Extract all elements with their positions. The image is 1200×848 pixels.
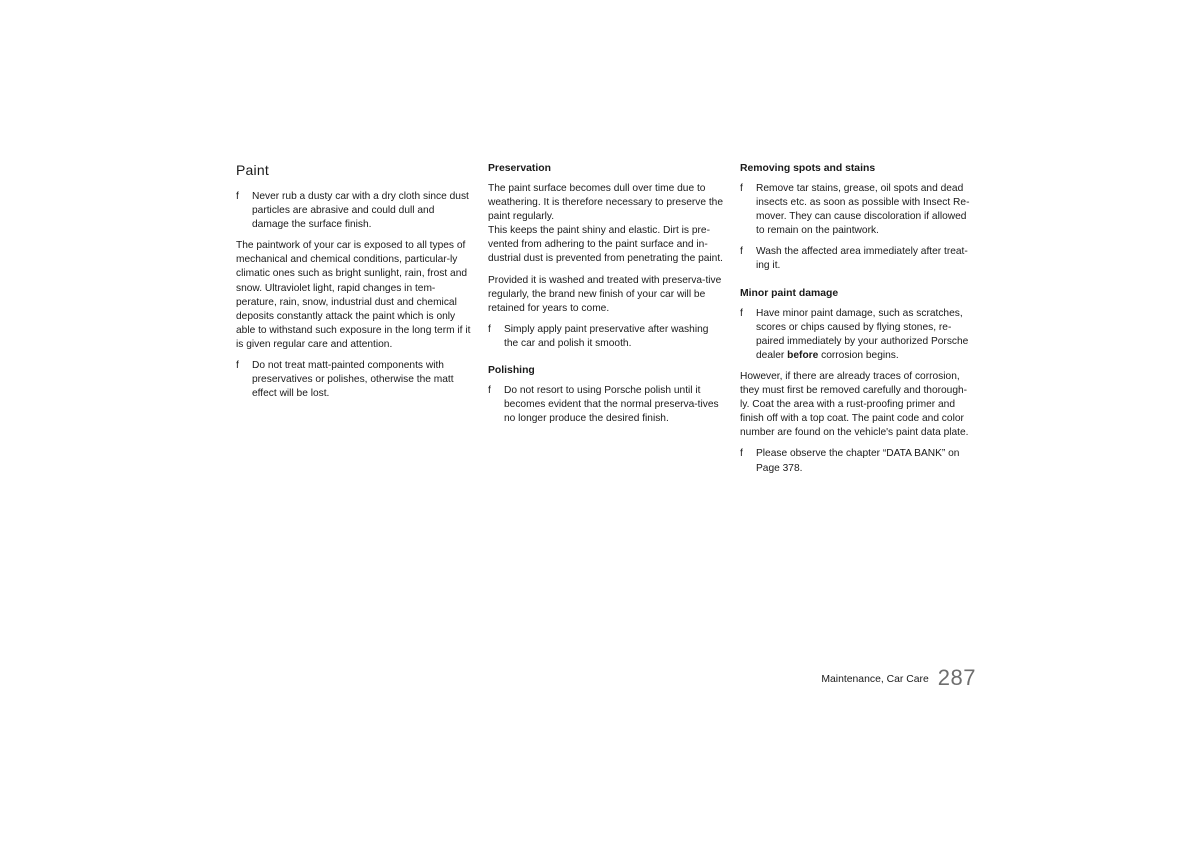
paragraph: However, if there are already traces of corrosion, they must first be removed carefully and thorough-ly. Coat the area with a rust-proofing primer and finish off with a top coat. The paint code and color number are found on the vehicle's paint data plate. xyxy=(740,370,969,439)
list-item xyxy=(488,384,724,426)
bullet-text: Please observe the chapter “DATA BANK” on Page 378. xyxy=(756,448,960,474)
paragraph-text: The paint surface becomes dull over time due to weathering. It is therefore necessary to preserve the paint regularly. xyxy=(488,183,723,223)
bullet-text: Simply apply paint preservative after washing the car and polish it smooth. xyxy=(504,323,709,349)
page-number: 287 xyxy=(937,665,976,690)
paragraph: The paintwork of your car is exposed to all types of mechanical and chemical conditions, particular-ly climatic ones such as bright sunlight, rain, frost and snow. Ultraviolet light, rapid changes in tem-perature, rain, snow, industrial dust and chemical deposits constantly attack the paint which is only able to withstand such exposure in the long term if it is given regular care and attention. xyxy=(236,240,471,350)
bullet-marker: f xyxy=(740,246,743,258)
bullet-text-bold: before xyxy=(787,349,819,361)
section-heading-damage: Minor paint damage xyxy=(740,287,839,299)
page-title: Paint xyxy=(236,162,269,178)
bullet-marker: f xyxy=(236,191,239,202)
footer-section-label: Maintenance, Car Care xyxy=(821,674,929,685)
bullet-text: Never rub a dusty car with a dry cloth since dust particles are abrasive and could dull and damage the surface finish. xyxy=(252,191,469,231)
paragraph: Provided it is washed and treated with preserva-tive regularly, the brand new finish of your car will be retained for years to come. xyxy=(488,274,722,314)
column-spots xyxy=(740,162,976,483)
list-item xyxy=(740,307,976,363)
bullet-marker: f xyxy=(740,183,743,194)
paragraph: This keeps the paint shiny and elastic. Dirt is pre-vented from adhering to the paint surface and in-dustrial dust is prevented from penetrating the paint. xyxy=(488,225,724,265)
section-heading-preservation: Preservation xyxy=(488,163,551,174)
section-heading-polishing: Polishing xyxy=(488,365,535,377)
bullet-text: Do not treat matt-painted components with preservatives or polishes, otherwise the matt effect will be lost. xyxy=(252,360,454,400)
list-item xyxy=(740,245,976,273)
bullet-marker: f xyxy=(740,448,743,460)
bullet-marker: f xyxy=(488,323,491,335)
bullet-text: Do not resort to using Porsche polish until it becomes evident that the normal preserva-tives no longer produce the desired finish. xyxy=(504,385,719,425)
section-heading-spots: Removing spots and stains xyxy=(740,163,876,174)
bullet-marker: f xyxy=(236,360,239,372)
bullet-marker: f xyxy=(488,385,491,397)
bullet-text: Wash the affected area immediately after treat-ing it. xyxy=(756,246,968,272)
list-item xyxy=(488,323,724,351)
bullet-text xyxy=(756,308,968,361)
bullet-text-post: corrosion begins. xyxy=(818,349,899,361)
list-item xyxy=(236,190,472,232)
bullet-text-pre: Have minor paint damage, such as scratches, scores or chips caused by flying stones, re-paired immediately by your authorized Porsche dealer xyxy=(756,307,969,361)
paragraph xyxy=(488,182,724,224)
column-paint xyxy=(236,162,472,408)
list-item xyxy=(740,447,976,475)
list-item xyxy=(740,182,976,238)
bullet-text: Remove tar stains, grease, oil spots and dead insects etc. as soon as possible with Insect Re-mover. They can cause discoloration if allowed to remain on the paintwork. xyxy=(756,183,970,237)
page-footer xyxy=(800,660,976,690)
list-item xyxy=(236,359,472,401)
column-preservation xyxy=(488,162,724,433)
bullet-marker: f xyxy=(740,307,743,319)
